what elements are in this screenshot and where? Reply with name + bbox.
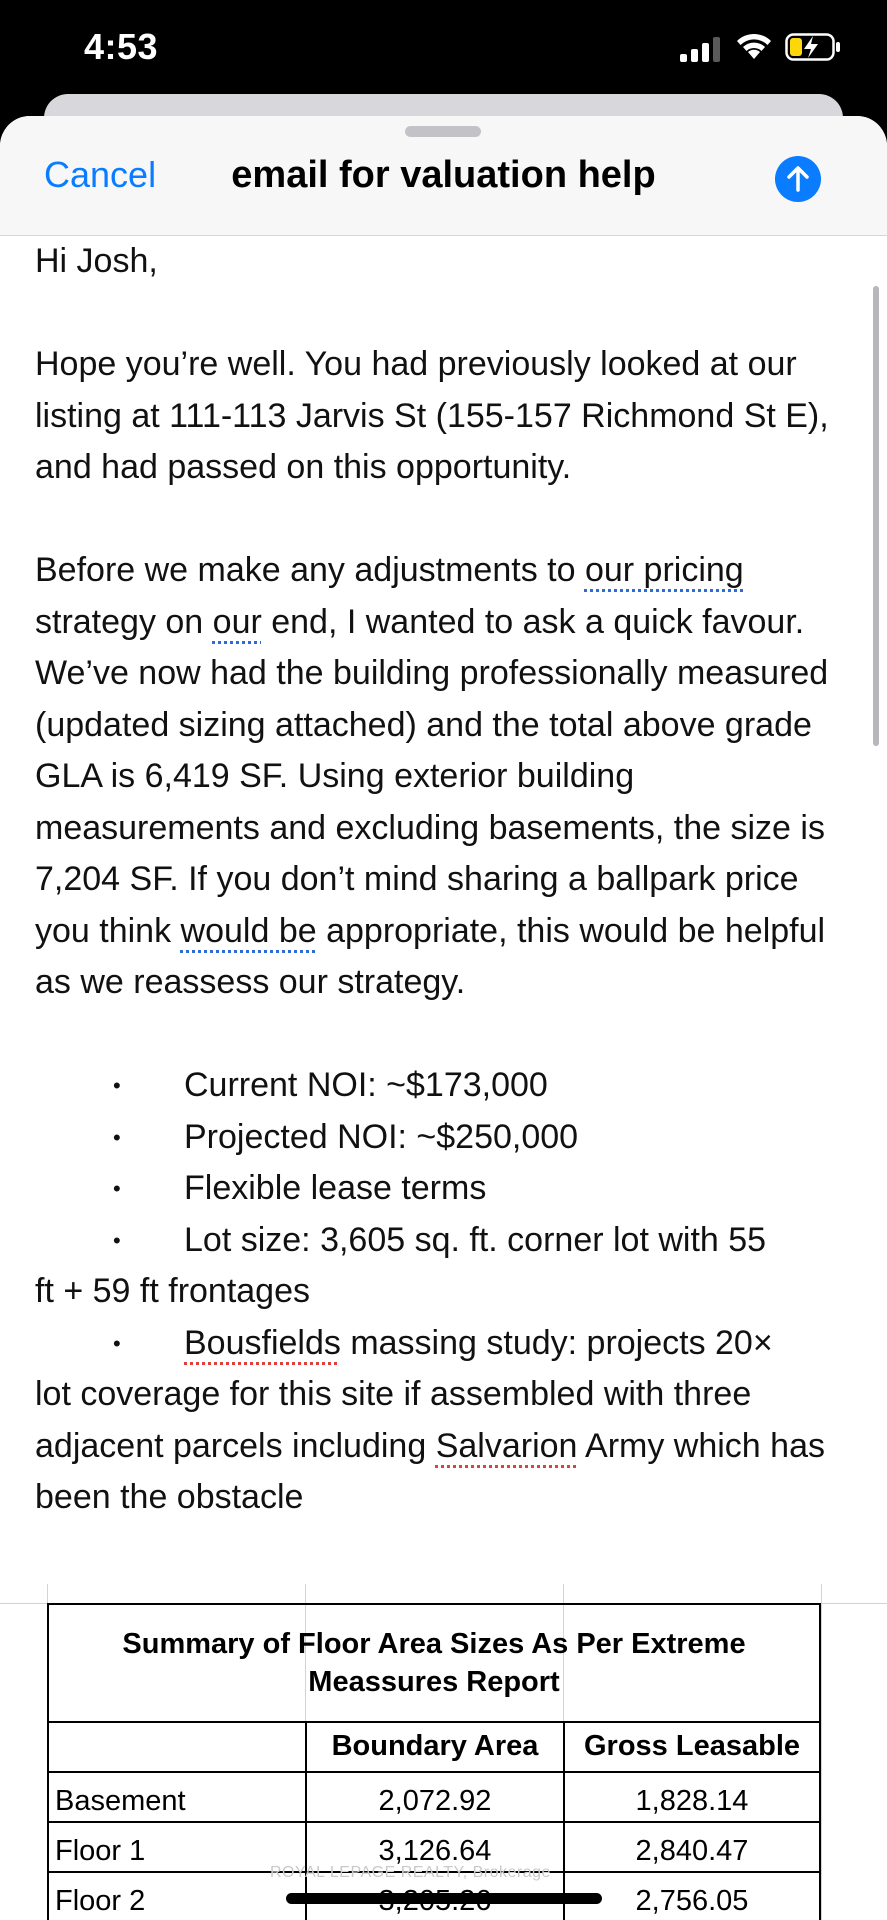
- cancel-button[interactable]: Cancel: [44, 154, 157, 195]
- scroll-indicator[interactable]: [873, 286, 879, 746]
- bullet-item: • Projected NOI: ~$250,000: [113, 1117, 579, 1156]
- bullet-item: • Lot size: 3,605 sq. ft. corner lot with 55: [113, 1220, 767, 1259]
- cellular-signal-icon: [680, 36, 724, 62]
- attached-table-image[interactable]: [0, 1584, 887, 1920]
- bullet-item: • Current NOI: ~$173,000: [113, 1066, 548, 1104]
- paragraph-1: Hope you’re well. You had previously looked at our listing at 111-113 Jarvis St (155-157 Richmond St E), and had passed on this opportunity.: [35, 345, 829, 486]
- spellcheck-would-be[interactable]: would be: [180, 911, 317, 950]
- column-header: Boundary Area: [307, 1723, 565, 1771]
- email-body[interactable]: [35, 236, 855, 1524]
- home-indicator[interactable]: [286, 1893, 602, 1904]
- bullet-item: • Bousfields massing study: projects 20×: [113, 1323, 773, 1362]
- status-time: 4:53: [84, 26, 159, 67]
- battery-charging-icon: [785, 32, 841, 62]
- sheet-grabber[interactable]: [405, 126, 481, 137]
- send-arrow-up-icon: [775, 156, 821, 202]
- compose-nav-bar: [0, 116, 887, 236]
- bullet-continuation: ft + 59 ft frontages: [35, 1272, 311, 1310]
- watermark: ROYAL LEPAGE REALTY, Brokerage: [270, 1864, 551, 1881]
- send-button[interactable]: [775, 156, 821, 202]
- paragraph-2: Before we make any adjustments to our pricing strategy on our end, I wanted to ask a quick favour. We’ve now had the building professionally measured (updated sizing attached) and the total above grade GLA is 6,419 SF. Using exterior building measurements and excluding basements, the size is 7,204 SF. If you don’t mind sharing a ballpark price you think would be appropriate, this would be helpful as we reassess our strategy.: [35, 551, 829, 1001]
- compose-sheet: [0, 116, 887, 1920]
- table-row: Floor 2 2,756.05: [49, 1873, 819, 1920]
- spellcheck-our-pricing[interactable]: our pricing: [584, 551, 744, 589]
- spellcheck-our[interactable]: our: [212, 602, 262, 641]
- table-row: Basement 2,072.92 1,828.14: [49, 1773, 819, 1823]
- spellcheck-salvarion[interactable]: Salvarion: [435, 1426, 578, 1465]
- greeting: Hi Josh,: [35, 242, 158, 280]
- wifi-icon: [734, 30, 774, 62]
- spellcheck-bousfields[interactable]: Bousfields: [184, 1323, 341, 1362]
- table-row: Floor 1 3,126.64 2,840.47: [49, 1823, 819, 1873]
- bullet-item: • Flexible lease terms: [113, 1169, 487, 1207]
- status-bar: [0, 0, 887, 100]
- bullet-continuation: lot coverage for this site if assembled with three adjacent parcels including Salvarion Army which has been the obstacle: [35, 1375, 825, 1516]
- column-header: Gross Leasable: [584, 1730, 800, 1762]
- email-subject: email for valuation help: [231, 154, 656, 196]
- table-title: Summary of Floor Area Sizes As Per Extreme Meassures Report: [49, 1605, 819, 1723]
- table-header-row: [49, 1723, 819, 1773]
